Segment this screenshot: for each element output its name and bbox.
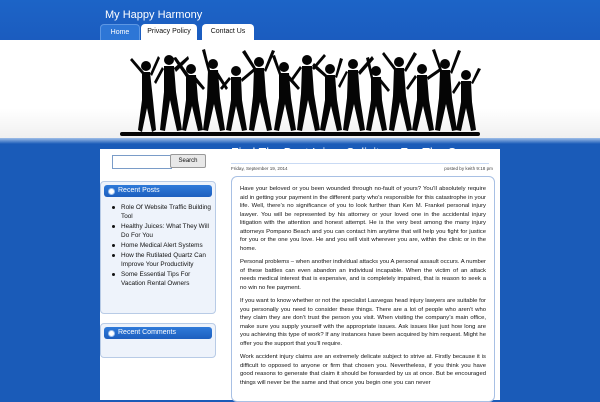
site-header: [0, 0, 600, 40]
post-paragraph: Work accident injury claims are an extremely delicate subject to strive at. Firstly because it is difficult to opposed to anyone or firm that chosen you. Nevertheless, if you think you have good reasons to generate that claim it should be forwarded by us at once. But be encouraged things will never be the same and that once you begin one you can never: [240, 354, 486, 386]
banner-divider: [0, 138, 600, 144]
recent-posts-widget: [100, 181, 216, 314]
search-input[interactable]: [112, 155, 172, 169]
recent-comments-heading: [104, 327, 212, 339]
recent-post-link[interactable]: Healthy Juices: What They Will Do For You: [111, 222, 211, 240]
recent-posts-heading: [104, 185, 212, 197]
post-byline: posted by keith 9:18 pm: [444, 166, 493, 171]
search-button[interactable]: Search: [170, 154, 206, 168]
recent-posts-list: [101, 203, 215, 293]
nav-tab-privacy-policy[interactable]: Privacy Policy: [141, 24, 197, 40]
recent-post-link[interactable]: Role Of Website Traffic Building Tool: [111, 203, 211, 221]
recent-comments-title: Recent Comments: [118, 329, 176, 336]
post-body: [231, 176, 495, 402]
title-divider: [231, 163, 489, 164]
heading-bullet-icon: [108, 188, 115, 195]
recent-post-link[interactable]: Home Medical Alert Systems: [111, 241, 211, 250]
site-title[interactable]: My Happy Harmony: [105, 9, 203, 21]
nav-tab-contact-us[interactable]: Contact Us: [202, 24, 254, 40]
heading-bullet-icon: [108, 330, 115, 337]
recent-post-link[interactable]: How the Rutilated Quartz Can Improve Your Productivity: [111, 251, 211, 269]
post-meta: [231, 166, 493, 173]
recent-post-link[interactable]: Some Essential Tips For Vacation Rental Owners: [111, 270, 211, 288]
header-banner: [0, 40, 600, 138]
post-paragraph: Personal problems – when another individual attacks you A personal assault occurs. A number of these battles can even abandon an individual incapable. When the victim of an attack needs medical interest that is expensive, and is completely impaired, that is reason to seek a no win no fee payment.: [240, 259, 486, 291]
nav-tab-home[interactable]: Home: [100, 24, 140, 41]
dancing-crowd-silhouette-image: [0, 40, 600, 138]
post-paragraph: Have your beloved or you been wounded through no-fault of yours? You’ll absolutely require aid in getting your payment in the different party who’s responsible for this catastrophe in your life. Well, there’s no significance of you to look further than Ken M. Frankel personal injury lawyer. You will be represented by his attorney or your loved one in the accidental injury litigation with the attention and honest attempt. He is the very best among the many injury attorneys Pompano Beach and you can contact him anytime that will help you fight for justice for you or the one you love. He and you will visit wherever you are, within the clinic or in the home.: [240, 186, 486, 252]
post-paragraph: If you want to know whether or not the specialist Lasvegas head injury lawyers are suitable for you personally you need to consider these things. There are a lot of people who aren’t who they claim they are don’t trust the person you visit. When visiting the company’s main office, make sure you supply yourself with the appropriate issues. Ask issues like just how long are you achieving this type of work? If any instances have been acquired by him request. Might he offer you the support that you’ll require.: [240, 298, 486, 347]
post-title[interactable]: Find The Best Injury Solicitors For The Case: [231, 146, 477, 160]
recent-posts-title: Recent Posts: [118, 187, 160, 194]
post-date: Friday, September 19, 2014: [231, 166, 288, 171]
recent-comments-widget: [100, 323, 216, 358]
